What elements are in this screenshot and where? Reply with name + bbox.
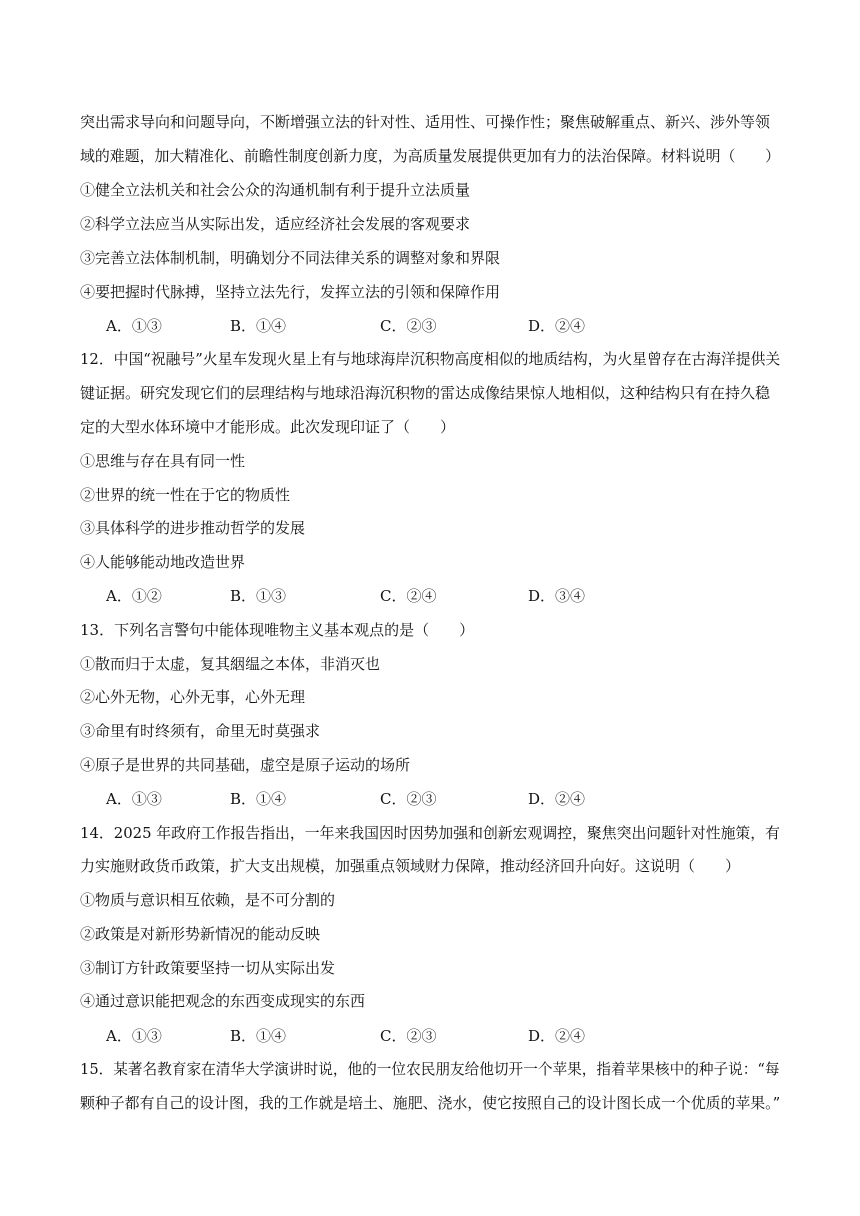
option-c[interactable]: C．②③ <box>380 790 437 808</box>
statement-1: ①散而归于太虚，复其絪缊之本体，非消灭也 <box>80 655 381 673</box>
statement-2: ②政策是对新形势新情况的能动反映 <box>80 925 321 943</box>
question-14-text: 力实施财政货币政策，扩大支出规模，加强重点领域财力保障，推动经济回升向好。这说明（ ） <box>80 857 741 875</box>
option-d[interactable]: D．②④ <box>528 317 586 335</box>
statement-4: ④人能够能动地改造世界 <box>80 553 246 571</box>
question-12-text: 12．中国“祝融号”火星车发现火星上有与地球海岸沉积物高度相似的地质结构，为火星曾存在古海洋提供关 <box>80 350 781 368</box>
option-b[interactable]: B．①④ <box>230 1027 287 1045</box>
question-13-text: 13．下列名言警句中能体现唯物主义基本观点的是（ ） <box>80 621 475 639</box>
statement-1: ①健全立法机关和社会公众的沟通机制有利于提升立法质量 <box>80 181 471 199</box>
option-b[interactable]: B．①③ <box>230 587 287 605</box>
statement-3: ③命里有时终须有，命里无时莫强求 <box>80 722 321 740</box>
option-a[interactable]: A．①③ <box>106 790 162 808</box>
option-a[interactable]: A．①③ <box>106 1027 162 1045</box>
statement-4: ④原子是世界的共同基础，虚空是原子运动的场所 <box>80 756 411 774</box>
statement-1: ①思维与存在具有同一性 <box>80 452 246 470</box>
option-a[interactable]: A．①③ <box>106 317 162 335</box>
statement-3: ③具体科学的进步推动哲学的发展 <box>80 519 306 537</box>
statement-1: ①物质与意识相互依赖，是不可分割的 <box>80 891 336 909</box>
question-12-text: 定的大型水体环境中才能形成。此次发现印证了（ ） <box>80 418 456 436</box>
option-c[interactable]: C．②③ <box>380 317 437 335</box>
statement-2: ②心外无物，心外无事，心外无理 <box>80 688 306 706</box>
option-b[interactable]: B．①④ <box>230 790 287 808</box>
question-text-line: 突出需求导向和问题导向，不断增强立法的针对性、适用性、可操作性；聚焦破解重点、新兴、涉外等领 <box>80 113 771 131</box>
question-15-text: 15．某著名教育家在清华大学演讲时说，他的一位农民朋友给他切开一个苹果，指着苹果核中的种子说：“每 <box>80 1060 780 1078</box>
option-b[interactable]: B．①④ <box>230 317 287 335</box>
statement-2: ②世界的统一性在于它的物质性 <box>80 486 291 504</box>
question-text-line: 域的难题，加大精准化、前瞻性制度创新力度，为高质量发展提供更加有力的法治保障。材料说明（ ） <box>80 147 781 165</box>
question-15-text: 颗种子都有自己的设计图，我的工作就是培土、施肥、浇水，使它按照自己的设计图长成一个优质的苹果。” <box>80 1094 781 1112</box>
question-12-text: 键证据。研究发现它们的层理结构与地球沿海沉积物的雷达成像结果惊人地相似，这种结构只有在持久稳 <box>80 384 771 402</box>
statement-3: ③完善立法体制机制，明确划分不同法律关系的调整对象和界限 <box>80 249 501 267</box>
option-d[interactable]: D．③④ <box>528 587 586 605</box>
statement-4: ④要把握时代脉搏，坚持立法先行，发挥立法的引领和保障作用 <box>80 283 501 301</box>
option-c[interactable]: C．②③ <box>380 1027 437 1045</box>
statement-4: ④通过意识能把观念的东西变成现实的东西 <box>80 992 366 1010</box>
option-d[interactable]: D．②④ <box>528 790 586 808</box>
statement-3: ③制订方针政策要坚持一切从实际出发 <box>80 959 336 977</box>
option-a[interactable]: A．①② <box>106 587 162 605</box>
option-c[interactable]: C．②④ <box>380 587 437 605</box>
option-d[interactable]: D．②④ <box>528 1027 586 1045</box>
statement-2: ②科学立法应当从实际出发，适应经济社会发展的客观要求 <box>80 215 471 233</box>
question-14-text: 14．2025 年政府工作报告指出，一年来我国因时因势加强和创新宏观调控，聚焦突出问题针对性施策，有 <box>80 824 780 842</box>
